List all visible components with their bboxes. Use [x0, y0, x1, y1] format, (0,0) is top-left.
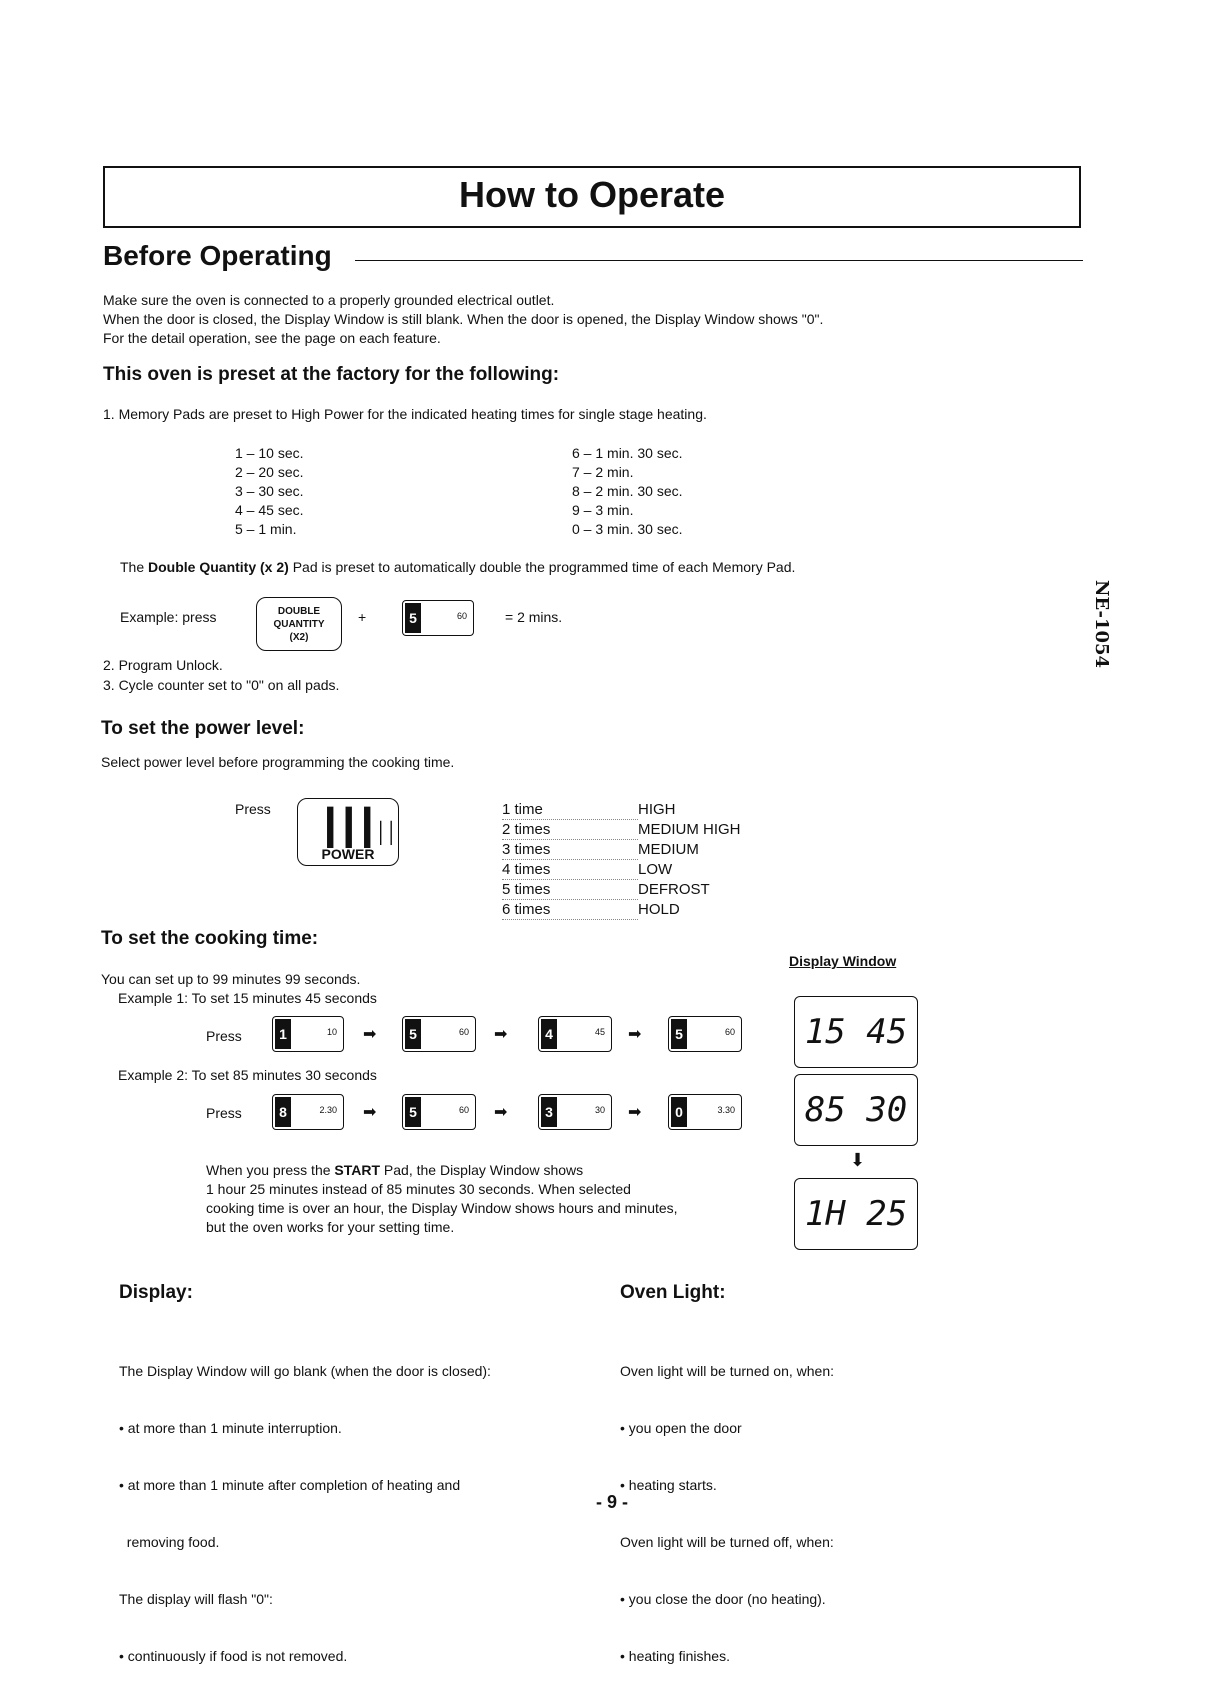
memory-time: 7 – 2 min.	[572, 464, 634, 480]
memory-time: 1 – 10 sec.	[235, 445, 304, 461]
preset-item-2: 2. Program Unlock.	[103, 657, 223, 673]
memory-pad[interactable]: 8 2.30	[272, 1094, 344, 1130]
double-quantity-button[interactable]: DOUBLE QUANTITY (X2)	[256, 597, 342, 651]
cooking-intro: You can set up to 99 minutes 99 seconds.	[101, 971, 361, 987]
memory-time: 3 – 30 sec.	[235, 483, 304, 499]
memory-time: 8 – 2 min. 30 sec.	[572, 483, 683, 499]
power-level-row: 4 times LOW	[502, 861, 673, 878]
example-label: Example: press	[120, 609, 217, 625]
memory-pad[interactable]: 5 60	[402, 1094, 476, 1130]
memory-times-left	[235, 444, 304, 539]
memory-time: 9 – 3 min.	[572, 502, 634, 518]
start-note-line: cooking time is over an hour, the Display Window shows hours and minutes,	[206, 1200, 678, 1216]
equals-text: = 2 mins.	[505, 609, 563, 625]
memory-pad[interactable]: 5 60	[668, 1016, 742, 1052]
before-line: For the detail operation, see the page on each feature.	[103, 330, 441, 346]
power-bars-icon: ┃┃┃││	[320, 809, 397, 847]
memory-pad[interactable]: 4 45	[538, 1016, 612, 1052]
plus-sign: +	[358, 609, 367, 625]
arrow-right-icon: ➡	[494, 1104, 508, 1121]
memory-time: 6 – 1 min. 30 sec.	[572, 445, 683, 461]
heading-rule	[355, 260, 1083, 261]
display-window: 85 30	[794, 1074, 918, 1146]
memory-pad[interactable]: 3 30	[538, 1094, 612, 1130]
arrow-right-icon: ➡	[363, 1104, 377, 1121]
power-button[interactable]: ┃┃┃││ POWER	[297, 798, 399, 866]
arrow-right-icon: ➡	[628, 1026, 642, 1043]
power-level-row: 2 times MEDIUM HIGH	[502, 821, 741, 838]
memory-time: 4 – 45 sec.	[235, 502, 304, 518]
memory-pad-5[interactable]: 5 60	[402, 600, 474, 636]
before-line: Make sure the oven is connected to a properly grounded electrical outlet.	[103, 292, 555, 308]
example-1-label: Example 1: To set 15 minutes 45 seconds	[118, 990, 377, 1006]
start-note-line: 1 hour 25 minutes instead of 85 minutes 30 seconds. When selected	[206, 1181, 631, 1197]
start-note: When you press the START Pad, the Display Window shows	[206, 1162, 584, 1178]
arrow-down-icon: ⬇	[850, 1150, 866, 1170]
power-level-row: 3 times MEDIUM	[502, 841, 699, 858]
display-heading: Display:	[119, 1282, 193, 1303]
preset-item-3: 3. Cycle counter set to "0" on all pads.	[103, 677, 340, 693]
arrow-right-icon: ➡	[494, 1026, 508, 1043]
page-number: - 9 -	[595, 1492, 628, 1512]
press-label: Press	[206, 1028, 242, 1044]
memory-pad[interactable]: 1 10	[272, 1016, 344, 1052]
start-note-line: but the oven works for your setting time.	[206, 1219, 455, 1235]
oven-light-heading: Oven Light:	[620, 1282, 726, 1303]
example-2-label: Example 2: To set 85 minutes 30 seconds	[118, 1067, 377, 1083]
double-quantity-note: The Double Quantity (x 2) Pad is preset to automatically double the programmed time of each Memory Pad.	[120, 559, 796, 575]
power-intro: Select power level before programming the cooking time.	[101, 754, 455, 770]
display-window: 1H 25	[794, 1178, 918, 1250]
memory-pad[interactable]: 0 3.30	[668, 1094, 742, 1130]
cooking-heading: To set the cooking time:	[101, 928, 319, 949]
power-levels	[502, 800, 741, 920]
arrow-right-icon: ➡	[363, 1026, 377, 1043]
power-heading: To set the power level:	[101, 718, 305, 739]
oven-light-notes: Oven light will be turned on, when: • you open the door • heating starts. Oven light will be turned off, when: • you close the door (no heating). • heating finishes.	[620, 1363, 835, 1664]
model-code: NE-1054	[1091, 580, 1112, 669]
before-line: When the door is closed, the Display Window is still blank. When the door is opened, the Display Window shows "0".	[103, 311, 824, 327]
power-level-row: 6 times HOLD	[502, 901, 680, 918]
display-window: 15 45	[794, 996, 918, 1068]
memory-time: 2 – 20 sec.	[235, 464, 304, 480]
display-window-label: Display Window	[789, 953, 897, 969]
arrow-right-icon: ➡	[628, 1104, 642, 1121]
preset-heading: This oven is preset at the factory for the following:	[103, 364, 560, 385]
press-label: Press	[206, 1105, 242, 1121]
page-title: How to Operate	[458, 174, 726, 215]
memory-pad[interactable]: 5 60	[402, 1016, 476, 1052]
preset-item-1: 1. Memory Pads are preset to High Power for the indicated heating times for single stage heating.	[103, 406, 707, 422]
memory-time: 5 – 1 min.	[235, 521, 297, 537]
power-level-row: 5 times DEFROST	[502, 881, 710, 898]
memory-time: 0 – 3 min. 30 sec.	[572, 521, 683, 537]
display-notes: The Display Window will go blank (when the door is closed): • at more than 1 minute interruption. • at more than 1 minute after completion of heating and removing food. The display will flash "0": • continuously if food is not removed.	[119, 1363, 491, 1664]
press-label: Press	[235, 801, 271, 817]
before-heading: Before Operating	[103, 240, 332, 271]
power-level-row: 1 time HIGH	[502, 801, 676, 818]
memory-times-right	[572, 444, 683, 539]
